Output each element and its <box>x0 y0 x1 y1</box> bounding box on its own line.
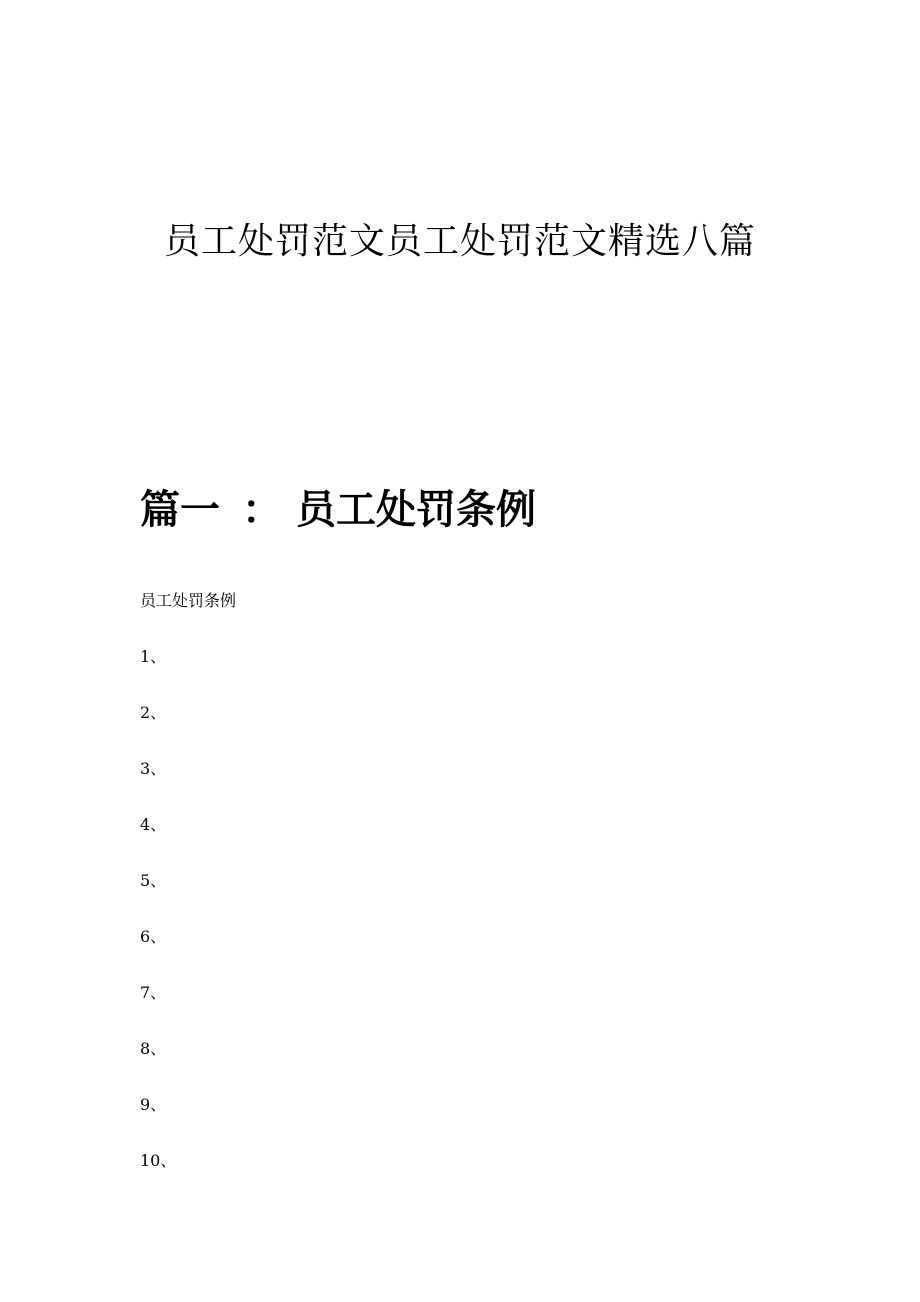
section-heading-text: 员工处罚条例 <box>296 487 536 533</box>
section-subtitle: 员工处罚条例 <box>140 591 237 610</box>
section-heading <box>140 484 536 536</box>
list-item: 7、 <box>140 983 167 1002</box>
list-item: 9、 <box>140 1095 167 1114</box>
list-item: 4、 <box>140 815 167 834</box>
list-item: 1、 <box>140 647 167 666</box>
list-item: 5、 <box>140 871 167 890</box>
list-item: 3、 <box>140 759 167 778</box>
list-item: 6、 <box>140 927 167 946</box>
list-item: 10、 <box>140 1151 177 1170</box>
section-colon: ： <box>242 487 282 533</box>
list-item: 2、 <box>140 703 167 722</box>
list-item: 8、 <box>140 1039 167 1058</box>
numbered-list <box>140 646 176 1206</box>
section-label: 篇一 <box>140 487 220 533</box>
document-title: 员工处罚范文员工处罚范文精选八篇 <box>163 221 756 262</box>
